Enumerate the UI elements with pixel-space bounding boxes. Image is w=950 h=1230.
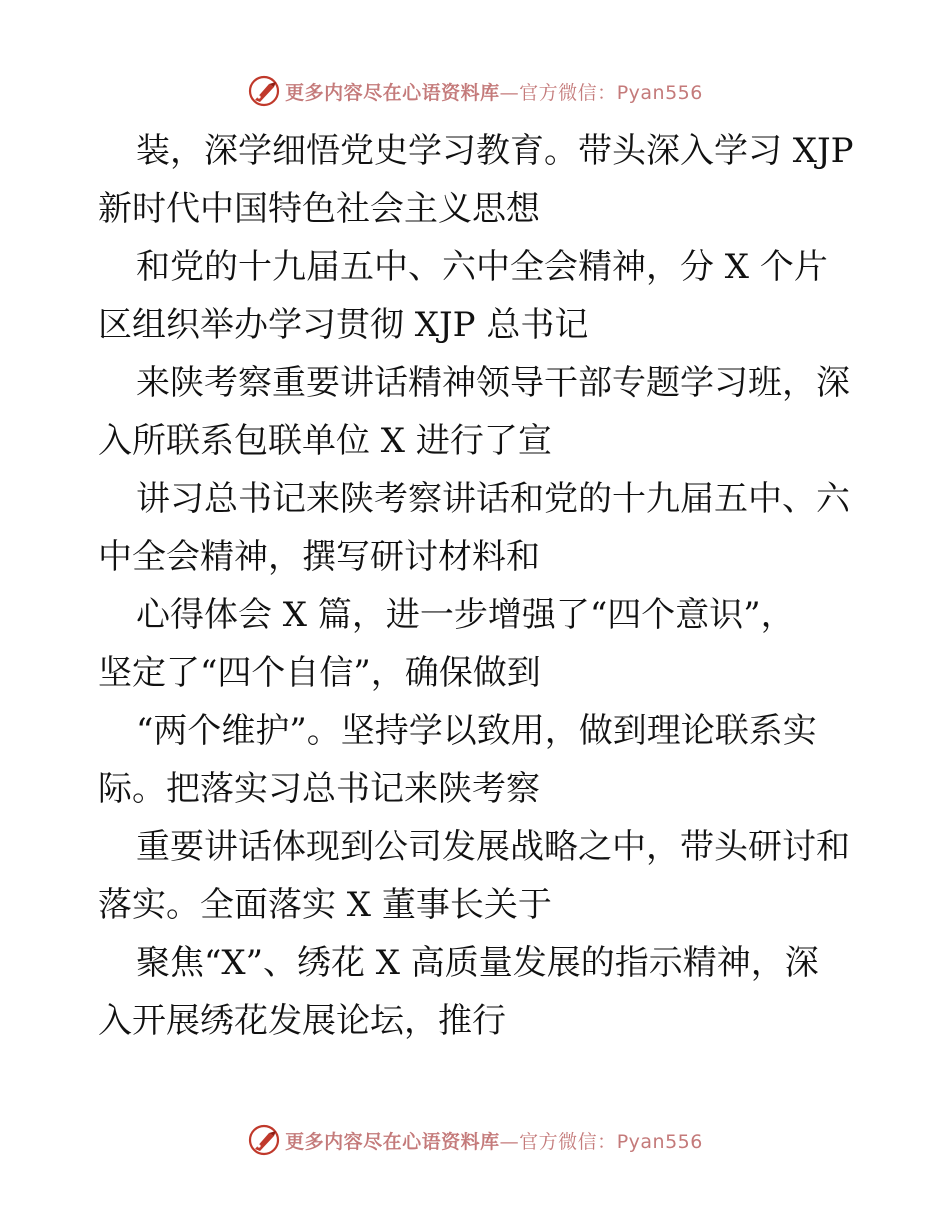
text-line: “两个维护”。坚持学以致用，做到理论联系实 [136, 711, 817, 751]
text-line: 中全会精神，撰写研讨材料和 [98, 537, 540, 577]
text-line: 际。把落实习总书记来陕考察 [98, 769, 540, 809]
pen-nib-logo-icon [247, 74, 281, 108]
text-line: 重要讲话体现到公司发展战略之中，带头研讨和 [136, 827, 850, 867]
text-line: 来陕考察重要讲话精神领导干部专题学习班，深 [136, 363, 850, 403]
text-line: 入开展绣花发展论坛，推行 [98, 1001, 506, 1041]
text-line: 区组织举办学习贯彻 XJP 总书记 [98, 305, 589, 345]
text-line: 聚焦“X”、绣花 X 高质量发展的指示精神，深 [136, 943, 819, 983]
text-line: 心得体会 X 篇，进一步增强了“四个意识”， [136, 595, 795, 635]
text-line: 和党的十九届五中、六中全会精神，分 X 个片 [136, 247, 828, 287]
watermark-text: 更多内容尽在心语资料库—官方微信：Pyan556 [285, 1130, 703, 1153]
footer-watermark [0, 1120, 950, 1160]
watermark-text: 更多内容尽在心语资料库—官方微信：Pyan556 [285, 81, 703, 104]
text-line: 入所联系包联单位 X 进行了宣 [98, 421, 552, 461]
text-line: 装，深学细悟党史学习教育。带头深入学习 XJP [136, 131, 854, 171]
text-line: 讲习总书记来陕考察讲话和党的十九届五中、六 [136, 479, 850, 519]
text-line: 落实。全面落实 X 董事长关于 [98, 885, 552, 925]
document-body [98, 122, 858, 1050]
text-line: 新时代中国特色社会主义思想 [98, 189, 540, 229]
header-watermark [0, 71, 950, 111]
pen-nib-logo-icon [247, 1123, 281, 1157]
text-line: 坚定了“四个自信”，确保做到 [98, 653, 541, 693]
